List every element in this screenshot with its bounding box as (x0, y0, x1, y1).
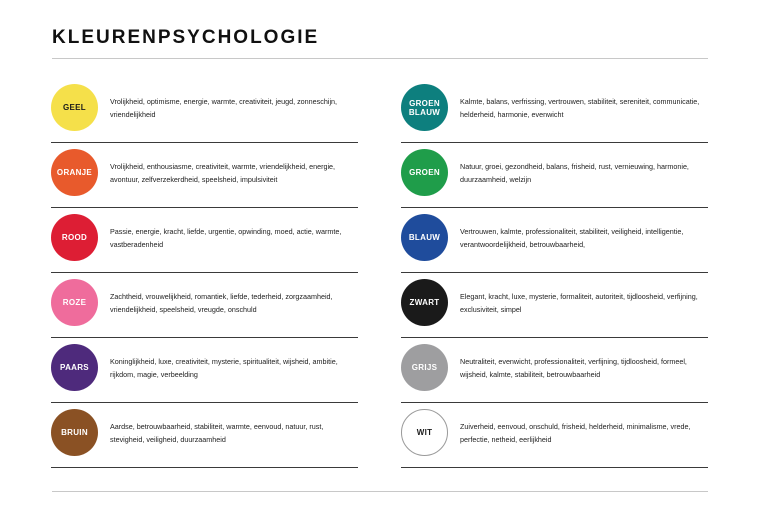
color-swatch: BRUIN (51, 409, 98, 456)
color-swatch: GEEL (51, 84, 98, 131)
color-description: Vertrouwen, kalmte, professionaliteit, stabiliteit, veiligheid, intelligentie, verantwoordelijkheid, betrouwbaarheid, (460, 227, 684, 249)
color-swatch: ORANJE (51, 149, 98, 196)
color-description: Kalmte, balans, verfrissing, vertrouwen, stabiliteit, sereniteit, communicatie, helderheid, harmonie, evenwicht (460, 97, 700, 119)
right-column (401, 78, 708, 468)
color-description: Natuur, groei, gezondheid, balans, frisheid, rust, vernieuwing, harmonie, duurzaamheid, welzijn (460, 162, 689, 184)
color-row (51, 208, 358, 273)
color-description: Neutraliteit, evenwicht, professionaliteit, verfijning, tijdloosheid, formeel, wijsheid, kalmte, stabiliteit, betrouwbaarheid (460, 357, 687, 379)
bottom-divider (52, 491, 708, 492)
color-description: Zuiverheid, eenvoud, onschuld, frisheid, helderheid, minimalisme, vrede, perfectie, netheid, eerlijkheid (460, 422, 691, 444)
color-description: Aardse, betrouwbaarheid, stabiliteit, warmte, eenvoud, natuur, rust, stevigheid, veiligheid, duurzaamheid (110, 422, 324, 444)
color-row (401, 78, 708, 143)
color-description: Zachtheid, vrouwelijkheid, romantiek, liefde, tederheid, zorgzaamheid, vriendelijkheid, speelsheid, vreugde, onschuld (110, 292, 333, 314)
color-swatch: GRIJS (401, 344, 448, 391)
color-swatch: BLAUW (401, 214, 448, 261)
left-column (51, 78, 358, 468)
top-divider (52, 58, 708, 59)
color-description: Vrolijkheid, optimisme, energie, warmte, creativiteit, jeugd, zonneschijn, vriendelijkheid (110, 97, 338, 119)
color-row (401, 143, 708, 208)
color-row (401, 208, 708, 273)
page-title: KLEURENPSYCHOLOGIE (52, 27, 320, 48)
color-row (51, 78, 358, 143)
color-row (401, 403, 708, 468)
color-swatch: ROZE (51, 279, 98, 326)
color-description: Koninglijkheid, luxe, creativiteit, mysterie, spiritualiteit, wijsheid, ambitie, rijkdom, magie, verbeelding (110, 357, 338, 379)
color-row (51, 403, 358, 468)
color-row (401, 338, 708, 403)
color-row (51, 143, 358, 208)
color-swatch: ZWART (401, 279, 448, 326)
color-swatch: ROOD (51, 214, 98, 261)
color-swatch: WIT (401, 409, 448, 456)
color-swatch: PAARS (51, 344, 98, 391)
color-swatch: GROEN BLAUW (401, 84, 448, 131)
color-row (51, 273, 358, 338)
color-description: Vrolijkheid, enthousiasme, creativiteit, warmte, vriendelijkheid, energie, avontuur, zelfverzekerdheid, speelsheid, impulsiviteit (110, 162, 336, 184)
color-row (401, 273, 708, 338)
color-row (51, 338, 358, 403)
color-swatch: GROEN (401, 149, 448, 196)
color-description: Passie, energie, kracht, liefde, urgentie, opwinding, moed, actie, warmte, vastberadenheid (110, 227, 342, 249)
color-description: Elegant, kracht, luxe, mysterie, formaliteit, autoriteit, tijdloosheid, verfijning, exclusiviteit, simpel (460, 292, 698, 314)
